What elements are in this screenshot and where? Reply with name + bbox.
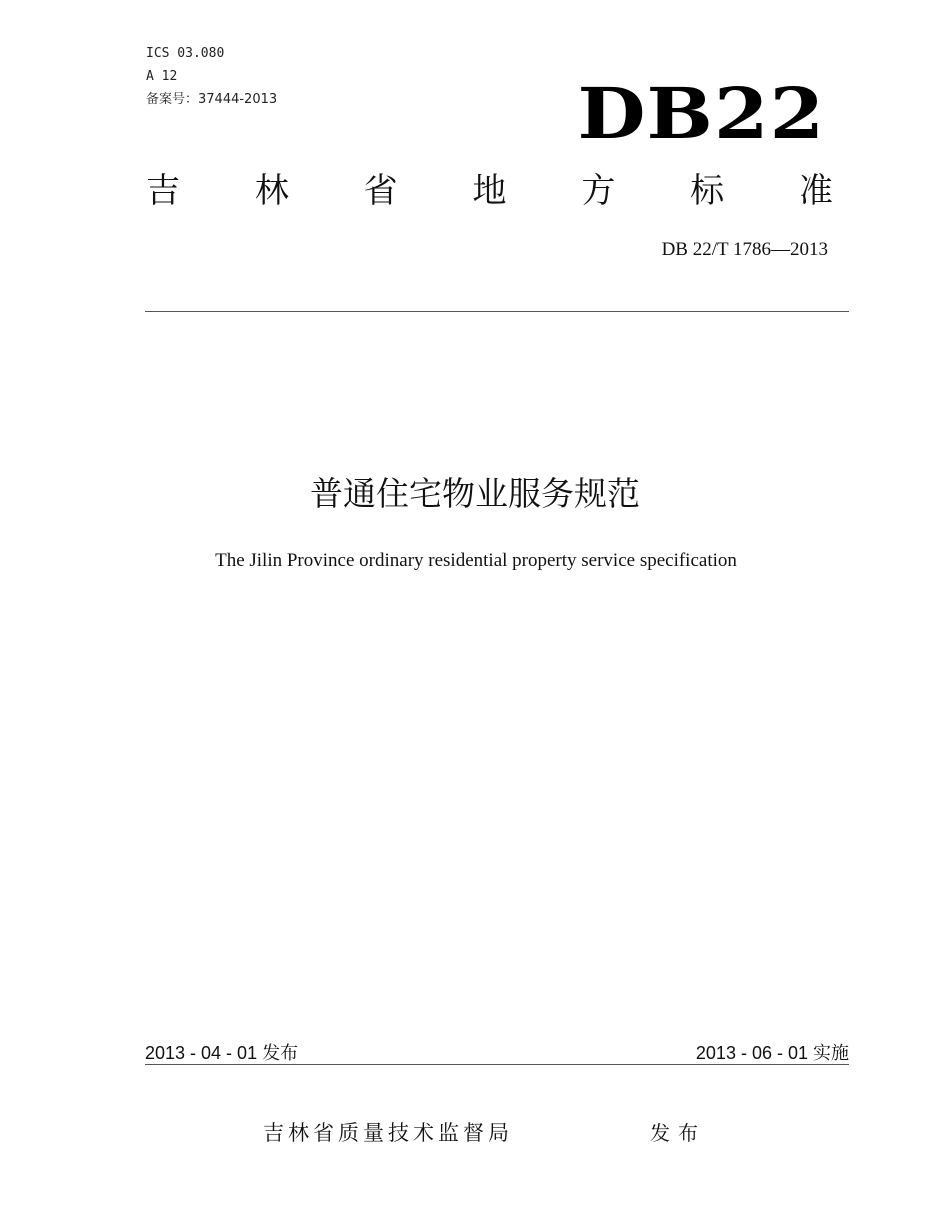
standard-type-char: 地 [472,171,507,211]
standard-type-char: 标 [690,171,725,211]
standard-type-heading [146,166,833,216]
record-number: 备案号：37444-2013 [146,92,278,107]
top-divider [145,311,849,312]
standard-number: DB 22/T 1786—2013 [661,239,828,260]
standard-type-char: 准 [798,171,833,211]
implementation-date: 2013 - 06 - 01 实施 [695,1043,849,1063]
document-title: 普通住宅物业服务规范 [310,474,640,513]
issue-label: 发布 [650,1121,706,1145]
issuing-authority: 吉林省质量技术监督局 [263,1121,513,1145]
ics-code: ICS 03.080 [146,46,225,61]
db22-logo: DB22 [577,72,825,155]
standard-type-char: 省 [363,171,398,211]
document-english-title: The Jilin Province ordinary residential property service specification [215,550,737,571]
release-date: 2013 - 04 - 01 发布 [145,1043,299,1063]
standard-type-char: 方 [581,171,616,211]
standard-type-char: 吉 [146,171,180,211]
bottom-divider [145,1064,849,1065]
standard-type-char: 林 [254,171,289,211]
classification-code: A 12 [146,69,178,84]
